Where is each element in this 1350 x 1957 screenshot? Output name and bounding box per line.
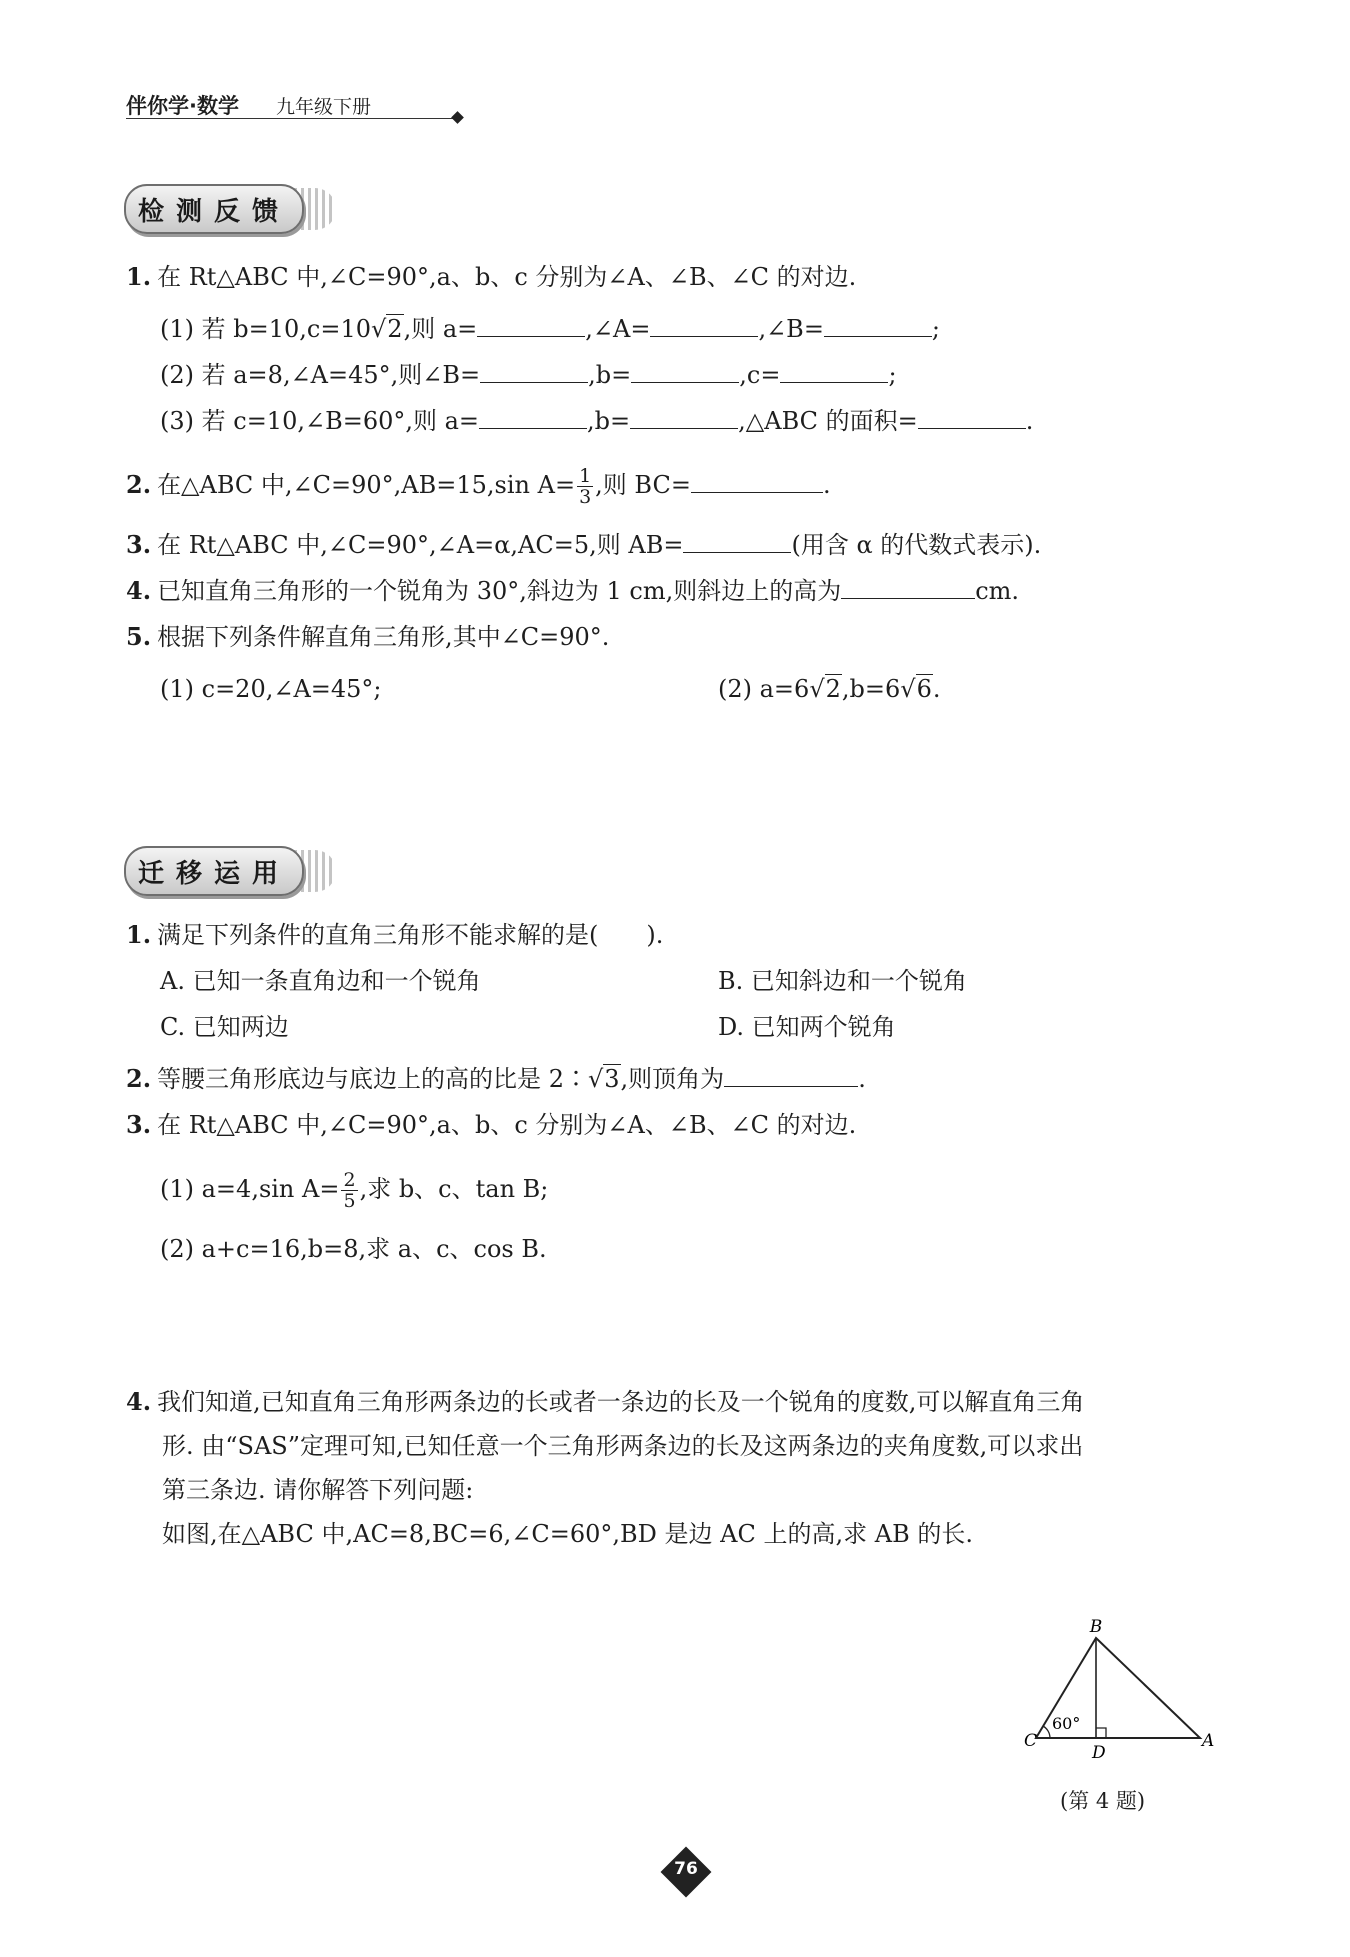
answer-blank[interactable] <box>650 314 758 337</box>
grade-label: 九年级下册 <box>276 96 372 118</box>
label-c: C <box>1024 1731 1038 1751</box>
question-2-2: 2. 等腰三角形底边与底边上的高的比是 2∶√3,则顶角为 . <box>126 1064 866 1093</box>
question-2-4: 4. 我们知道,已知直角三角形两条边的长或者一条边的长及一个锐角的度数,可以解直角三角 形. 由“SAS”定理可知,已知任意一个三角形两条边的长及这两条边的夹角度数,可以求出 第三条边. 请你解答下列问题: 如图,在△ABC 中,AC=8,BC=6,∠C=60°,BD 是边 AC 上的高,求 AB 的长. <box>126 1387 1085 1548</box>
question-1-part-1: (1) 若 b=10,c=10√2,则 a= ,∠A= ,∠B= ; <box>160 315 941 343</box>
question-5: 5. 根据下列条件解直角三角形,其中∠C=90°. <box>126 622 610 651</box>
label-a: A <box>1202 1731 1215 1751</box>
header-rule <box>126 118 458 119</box>
fraction: $\frac{1}{3}$ <box>579 465 592 508</box>
page-number: 76 <box>660 1846 712 1898</box>
label-b: B <box>1089 1618 1103 1637</box>
question-2-1: 1. 满足下列条件的直角三角形不能求解的是( ). <box>126 920 664 949</box>
answer-blank[interactable] <box>691 470 823 493</box>
option-c[interactable]: C. 已知两边 <box>160 1013 289 1041</box>
question-1: 1. 在 Rt△ABC 中,∠C=90°,a、b、c 分别为∠A、∠B、∠C 的对边. <box>126 262 857 291</box>
question-5-part-1: (1) c=20,∠A=45°; <box>160 675 382 703</box>
option-d[interactable]: D. 已知两个锐角 <box>718 1013 896 1041</box>
question-1-part-2: (2) 若 a=8,∠A=45°,则∠B= ,b= ,c= ; <box>160 361 897 389</box>
right-angle-mark <box>1096 1728 1106 1738</box>
section-badge-application <box>124 846 334 898</box>
answer-blank[interactable] <box>631 360 739 383</box>
section-badge-feedback <box>124 184 334 236</box>
question-2: 2. 在△ABC 中,∠C=90°,AB=15,sin A= $\frac{1}{3}$ ,则 BC= . <box>126 465 831 508</box>
angle-arc <box>1043 1726 1050 1738</box>
label-angle: 60° <box>1052 1714 1081 1733</box>
section-title: 检测反馈 <box>138 197 291 227</box>
answer-blank[interactable] <box>683 530 791 553</box>
question-4: 4. 已知直角三角形的一个锐角为 30°,斜边为 1 cm,则斜边上的高为 cm. <box>126 576 1020 605</box>
option-a[interactable]: A. 已知一条直角边和一个锐角 <box>160 967 481 995</box>
question-2-3: 3. 在 Rt△ABC 中,∠C=90°,a、b、c 分别为∠A、∠B、∠C 的对边. <box>126 1110 857 1139</box>
question-1-part-3: (3) 若 c=10,∠B=60°,则 a= ,b= ,△ABC 的面积= . <box>160 407 1034 435</box>
diamond-icon <box>451 111 464 124</box>
question-2-3-part-1: (1) a=4,sin A= $\frac{2}{5}$ ,求 b、c、tan B; <box>160 1169 549 1212</box>
answer-blank[interactable] <box>480 360 588 383</box>
figure-caption: (第 4 题) <box>1060 1789 1146 1813</box>
label-d: D <box>1092 1743 1106 1763</box>
answer-blank[interactable] <box>918 406 1026 429</box>
section-title: 迁移运用 <box>138 859 291 889</box>
option-b[interactable]: B. 已知斜边和一个锐角 <box>718 967 967 995</box>
answer-blank[interactable] <box>841 576 975 599</box>
answer-blank[interactable] <box>780 360 888 383</box>
answer-blank[interactable] <box>479 406 587 429</box>
question-3: 3. 在 Rt△ABC 中,∠C=90°,∠A=α,AC=5,则 AB= (用含 α 的代数式表示). <box>126 530 1042 559</box>
answer-blank[interactable] <box>824 314 932 337</box>
answer-blank[interactable] <box>724 1064 858 1087</box>
answer-blank[interactable] <box>630 406 738 429</box>
question-2-3-part-2: (2) a+c=16,b=8,求 a、c、cos B. <box>160 1235 547 1263</box>
fraction: $\frac{2}{5}$ <box>343 1169 356 1212</box>
book-brand: 伴你学·数学 <box>126 94 239 118</box>
question-5-part-2: (2) a=6√2,b=6√6. <box>718 675 941 703</box>
page-header <box>126 90 466 130</box>
answer-blank[interactable] <box>477 314 585 337</box>
